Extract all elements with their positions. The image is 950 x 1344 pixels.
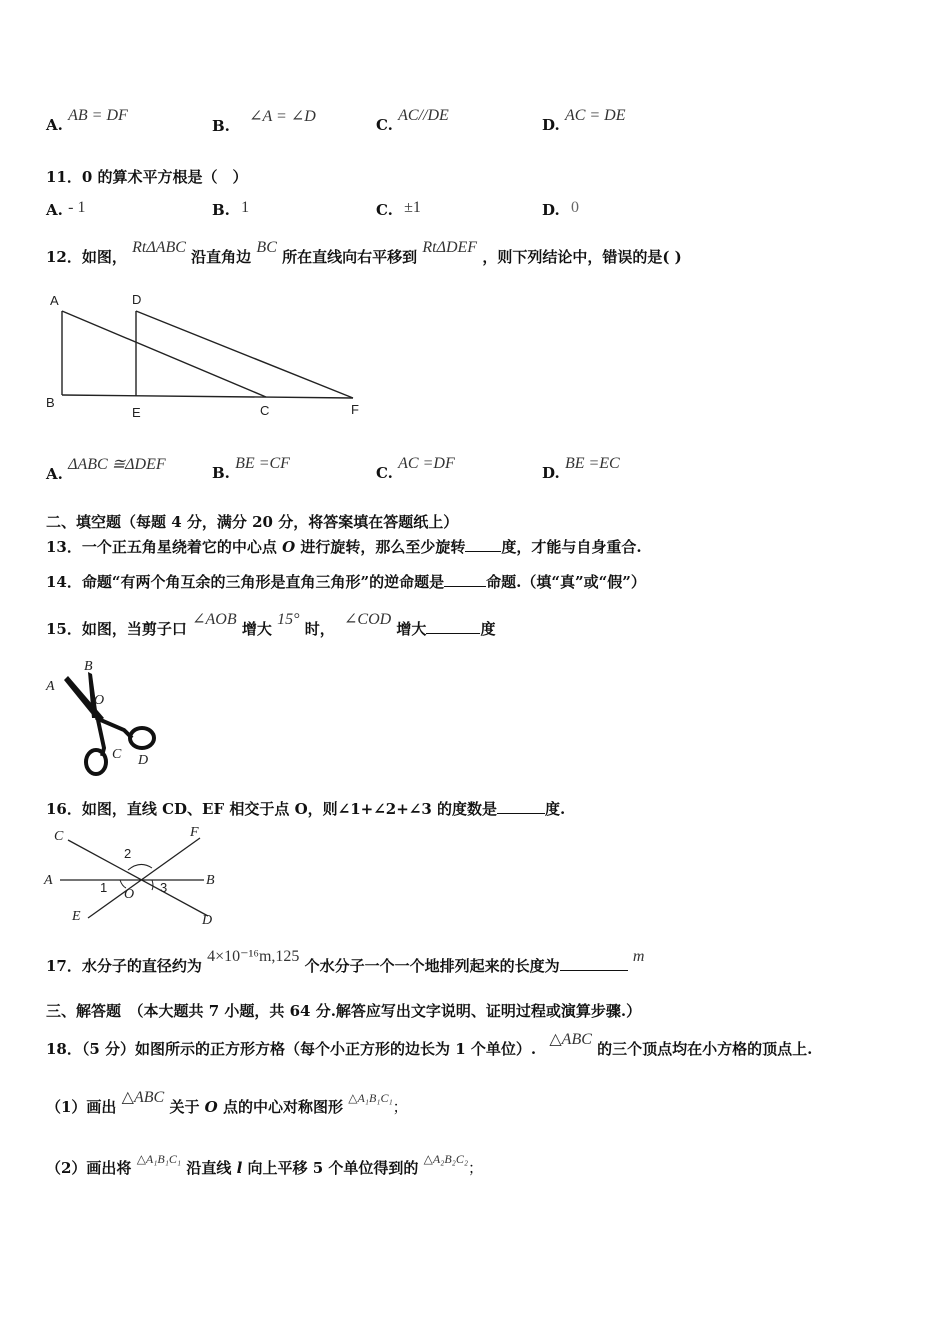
- scissors-ring-c: [86, 750, 106, 774]
- q17-unit: m: [632, 948, 645, 965]
- q16-figure: [40, 822, 230, 932]
- label-a: A: [50, 293, 59, 308]
- section-2-title: 二、填空题（每题 4 分，满分 20 分，将答案填在答题纸上）: [46, 513, 459, 531]
- label-f: F: [190, 825, 199, 840]
- q17-text-1: 17．水分子的直径约为: [46, 957, 202, 975]
- q18-math-1: △ABC: [549, 1031, 592, 1048]
- q15-text-2: 增大: [241, 620, 272, 638]
- q14-text-2: 命题.（填“真”或“假”）: [486, 573, 646, 591]
- q18-sub1-var: O: [204, 1098, 218, 1116]
- q14-answer-blank[interactable]: [444, 572, 486, 587]
- option-letter: D.: [542, 464, 560, 482]
- q18-text-1: 18．（5 分）如图所示的正方形方格（每个小正方形的边长为 1 个单位）.: [46, 1040, 537, 1058]
- label-angle-3: 3: [160, 880, 168, 895]
- q15-answer-blank[interactable]: [426, 619, 480, 634]
- q15-text-4: 增大: [396, 620, 427, 638]
- option-letter: C.: [376, 116, 393, 134]
- option-math: AC = DE: [564, 107, 626, 124]
- q13-stem: [46, 536, 642, 557]
- q18-sub1: [46, 1089, 408, 1117]
- q15-math-2: 15°: [277, 611, 300, 628]
- q13-text-2: 进行旋转，那么至少旋转: [295, 538, 466, 556]
- option-math: - 1: [68, 199, 86, 216]
- q18-sub2: [46, 1152, 484, 1178]
- label-o: O: [124, 887, 135, 902]
- segment-ac: [62, 311, 266, 397]
- option-math: ∠A = ∠D: [249, 108, 316, 125]
- option-letter: A.: [46, 201, 63, 219]
- option-math: ±1: [404, 199, 421, 216]
- section-3-title: 三、解答题 （本大题共 7 小题，共 64 分.解答应写出文字说明、证明过程或演算步骤.）: [46, 1002, 642, 1020]
- q12-option-a: [46, 456, 166, 484]
- q12-math-1: RtΔABC: [132, 239, 186, 256]
- q15-math-1: ∠AOB: [192, 611, 237, 628]
- option-math: BE =EC: [564, 455, 620, 472]
- option-letter: A.: [46, 116, 63, 134]
- q11-stem: 11．0 的算术平方根是（ ）: [46, 168, 248, 186]
- scissors-ring-d: [130, 728, 154, 748]
- q18-sub1-text-1: （1）画出: [46, 1098, 117, 1116]
- q18-sub1-text-4: ；: [392, 1098, 408, 1116]
- label-a: A: [46, 679, 55, 694]
- label-c: C: [54, 829, 64, 844]
- option-math: AB = DF: [68, 107, 128, 124]
- line-cd: [68, 840, 208, 916]
- option-letter: B.: [212, 117, 230, 135]
- option-letter: D.: [542, 116, 560, 134]
- label-b: B: [84, 659, 93, 674]
- angle-2-arc: [128, 864, 152, 870]
- label-e: E: [132, 405, 141, 420]
- label-f: F: [351, 402, 359, 417]
- q12-stem: [46, 239, 682, 267]
- q12-text-3: 所在直线向右平移到: [282, 248, 418, 266]
- q12-figure: [40, 288, 370, 423]
- option-letter: D.: [542, 201, 560, 219]
- q18-sub2-text-2: 沿直线: [186, 1159, 237, 1177]
- line-ef: [88, 838, 200, 918]
- q18-sub1-text-3: 点的中心对称图形: [217, 1098, 343, 1116]
- q12-text-2: 沿直角边: [191, 248, 252, 266]
- option-math: 1: [241, 199, 250, 216]
- option-letter: C.: [376, 464, 393, 482]
- q12-option-b: [212, 455, 290, 483]
- q14-stem: [46, 571, 646, 592]
- q18-sub2-text-4: ；: [468, 1159, 484, 1177]
- q17-stem: [46, 948, 645, 976]
- q12-text-4: ，则下列结论中，错误的是( ): [482, 248, 682, 266]
- q16-text-2: 度.: [545, 800, 566, 818]
- q15-text-5: 度: [480, 620, 496, 638]
- label-angle-1: 1: [100, 880, 108, 895]
- segment-df: [136, 311, 353, 398]
- segment-bf: [62, 395, 353, 398]
- q15-scissors-figure: [40, 652, 170, 782]
- q11-option-b: [212, 201, 249, 220]
- q12-option-d: [542, 455, 620, 483]
- q16-text-1: 16．如图，直线 CD、EF 相交于点 O，则∠1+∠2+∠3 的度数是: [46, 800, 498, 818]
- q12-text-1: 12．如图，: [46, 248, 127, 266]
- label-o: O: [94, 693, 105, 708]
- option-math: 0: [570, 199, 579, 216]
- q18-sub1-text-2: 关于: [169, 1098, 205, 1116]
- option-letter: B.: [212, 201, 230, 219]
- label-d: D: [202, 913, 213, 928]
- option-math: BE =CF: [235, 455, 290, 472]
- option-letter: C.: [376, 201, 393, 219]
- option-math: AC =DF: [398, 455, 455, 472]
- option-letter: B.: [212, 464, 230, 482]
- label-d: D: [132, 292, 142, 307]
- q13-text-1: 13．一个正五角星绕着它的中心点: [46, 538, 283, 556]
- q15-math-3: ∠COD: [344, 611, 392, 628]
- q16-answer-blank[interactable]: [497, 799, 545, 814]
- q18-stem: [46, 1031, 813, 1059]
- q18-sub1-math-2: △A₁B₁C₁: [348, 1091, 393, 1105]
- q17-answer-blank[interactable]: [560, 956, 628, 971]
- q14-text-1: 14．命题“有两个角互余的三角形是直角三角形”的逆命题是: [46, 573, 445, 591]
- q13-var: O: [282, 538, 296, 556]
- q13-text-3: 度，才能与自身重合.: [501, 538, 642, 556]
- q18-sub1-math-1: △ABC: [121, 1089, 165, 1106]
- label-a: A: [44, 873, 53, 888]
- q18-sub2-math-1: △A₁B₁C₁: [136, 1152, 182, 1166]
- label-d: D: [138, 753, 149, 768]
- q12-option-c: [376, 455, 455, 483]
- q12-math-2: BC: [256, 239, 277, 256]
- option-letter: A.: [46, 465, 63, 483]
- q12-math-3: RtΔDEF: [422, 239, 478, 256]
- q10-option-a: [46, 107, 128, 135]
- option-math: ΔABC ≅ΔDEF: [68, 456, 166, 473]
- label-angle-2: 2: [124, 846, 132, 861]
- label-b: B: [46, 395, 55, 410]
- q15-text-3: 时，: [304, 620, 335, 638]
- q11-option-d: [542, 201, 579, 220]
- q16-stem: [46, 798, 565, 819]
- q10-option-b: [212, 108, 316, 136]
- label-c: C: [112, 747, 122, 762]
- label-c: C: [260, 403, 270, 418]
- q18-sub2-text-1: （2）画出将: [46, 1159, 132, 1177]
- label-e: E: [72, 909, 81, 924]
- q18-sub2-var: l: [236, 1159, 243, 1177]
- label-b: B: [206, 873, 215, 888]
- q18-sub2-text-3: 向上平移 5 个单位得到的: [242, 1159, 419, 1177]
- q10-option-d: [542, 107, 626, 135]
- option-math: AC//DE: [398, 107, 449, 124]
- q10-option-c: [376, 107, 449, 135]
- q13-answer-blank[interactable]: [465, 537, 501, 552]
- q18-sub2-math-2: △A₂B₂C₂: [423, 1152, 469, 1166]
- q17-text-2: 个水分子一个一个地排列起来的长度为: [304, 957, 560, 975]
- q11-option-a: [46, 201, 85, 220]
- q15-text-1: 15．如图，当剪子口: [46, 620, 187, 638]
- q11-option-c: [376, 201, 421, 220]
- q17-math: 4×10⁻¹⁶m,125: [207, 948, 300, 965]
- q15-stem: [46, 611, 496, 639]
- q18-text-2: 的三个顶点均在小方格的顶点上.: [597, 1040, 813, 1058]
